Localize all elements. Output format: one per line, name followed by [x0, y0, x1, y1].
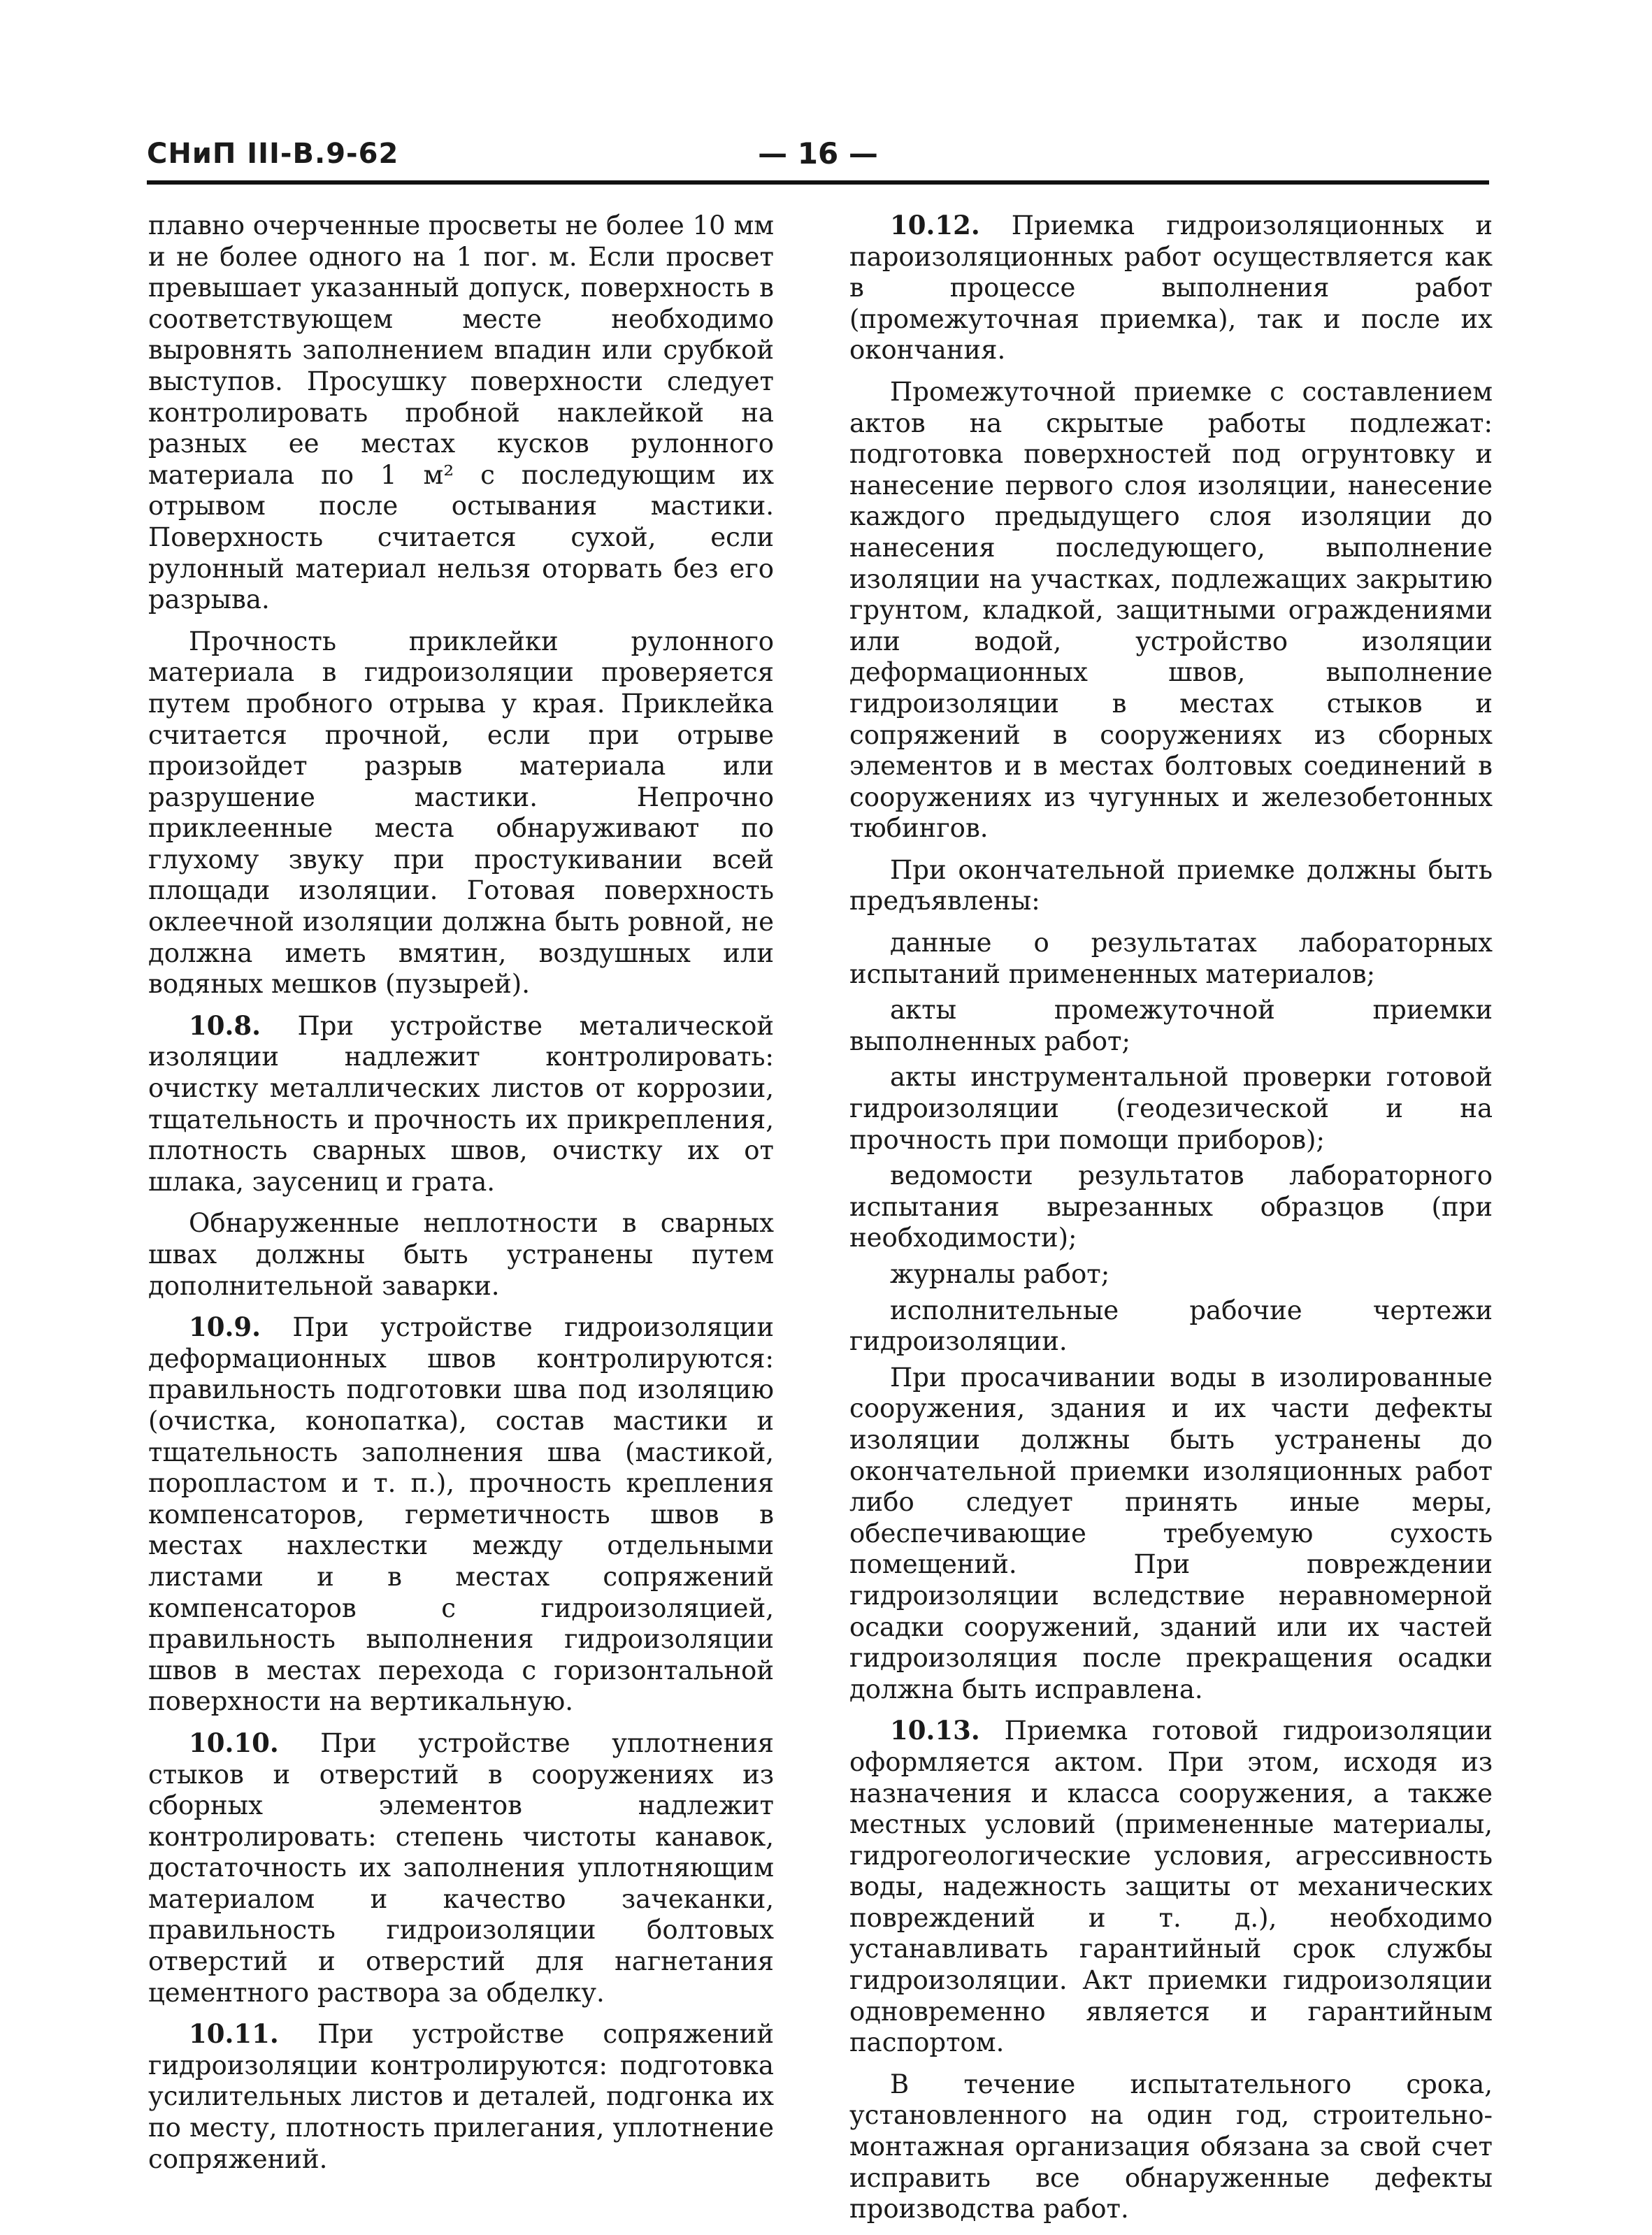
paragraph: Обнаруженные неплотности в сварных швах должны быть устранены путем дополнительной заварки. — [148, 1208, 774, 1301]
paragraph: плавно очерченные просветы не более 10 мм и не более одного на 1 пог. м. Если просвет превышает указанный допуск, поверхность в соответствующем месте необходимо выровнять заполнением впадин или срубкой выступов. Просушку поверхности следует контролировать пробной наклейкой на разных ее местах кусков рулонного материала по 1 м² с последующим их отрывом после остывания мастики. Поверхность считается сухой, если рулонный материал нельзя оторвать без его разрыва. — [148, 210, 774, 615]
list-item: данные о результатах лабораторных испытаний примененных материалов; — [849, 928, 1493, 989]
paragraph: Промежуточной приемке с составлением актов на скрытые работы подлежат: подготовка поверхностей под огрунтовку и нанесение первого слоя изоляции, нанесение каждого предыдущего слоя изоляции до нанесения последующего, выполнение изоляции на участках, подлежащих закрытию грунтом, кладкой, защитными ограждениями или водой, устройство изоляции деформационных швов, выполнение гидроизоляции в местах стыков и сопряжений в сооружениях из сборных элементов и в местах болтовых соединений в сооружениях из чугунных и железобетонных тюбингов. — [849, 376, 1493, 844]
page-header — [147, 133, 1489, 178]
section-10-10: 10.10. При устройстве уплотнения стыков и отверстий в сооружениях из сборных элементов надлежит контролировать: степень чистоты канавок, достаточность их заполнения уплотняющим материалом и качество зачеканки, правильность гидроизоляции болтовых отверстий и отверстий для нагнетания цементного раствора за обделку. — [148, 1727, 775, 2008]
list-item: ведомости результатов лабораторного испытания вырезанных образцов (при необходимости); — [849, 1160, 1493, 1253]
list-item: акты инструментальной проверки готовой гидроизоляции (геодезической и на прочность при помощи приборов); — [849, 1062, 1493, 1155]
paragraph: Прочность приклейки рулонного материала в гидроизоляции проверяется путем пробного отрыва у края. Приклейка считается прочной, если при отрыве произойдет разрыв материала или разрушение мастики. Непрочно приклеенные места обнаруживают по глухому звуку при простукивании всей площади изоляции. Готовая поверхность оклеечной изоляции должна быть ровной, не должна иметь вмятин, воздушных или водяных мешков (пузырей). — [148, 626, 774, 1000]
section-10-8: 10.8. При устройстве металической изоляции надлежит контролировать: очистку металлических листов от коррозии, тщательность и прочность их прикрепления, плотность сварных швов, очистку их от шлака, заусениц и грата. — [148, 1009, 775, 1197]
list-item: акты промежуточной приемки выполненных работ; — [849, 995, 1493, 1056]
section-10-12: 10.12. Приемка гидроизоляционных и пароизоляционных работ осуществляется как в процессе выполнения работ (промежуточная приемка), так и после их окончания. — [849, 210, 1493, 366]
section-10-13: 10.13. Приемка готовой гидроизоляции оформляется актом. При этом, исходя из назначения и класса сооружения, а также местных условий (примененные материалы, гидрогеологические условия, агрессивность воды, надежность защиты от механических повреждений и т. д.), необходимо устанавливать гарантийный срок службы гидроизоляции. Акт приемки гидроизоляции одновременно является и гарантийным паспортом. — [849, 1715, 1493, 2058]
section-10-11: 10.11. При устройстве сопряжений гидроизоляции контролируются: подготовка усилительных листов и деталей, подгонка их по месту, плотность прилегания, уплотнение сопряжений. — [148, 2018, 774, 2174]
page-number: — 16 — — [758, 136, 878, 171]
left-column — [148, 210, 774, 2185]
document-code: СНиП III-В.9-62 — [147, 138, 399, 170]
list-item: исполнительные рабочие чертежи гидроизоляции. — [849, 1295, 1493, 1357]
paragraph: При просачивании воды в изолированные сооружения, здания и их части дефекты изоляции должны быть устранены до окончательной приемки изоляционных работ либо следует принять иные меры, обеспечивающие требуемую сухость помещений. При повреждении гидроизоляции вследствие неравномерной осадки сооружений, зданий или их частей гидроизоляция после прекращения осадки должна быть исправлена. — [849, 1362, 1493, 1704]
section-10-9: 10.9. При устройстве гидроизоляции деформационных швов контролируются: правильность подготовки шва под изоляцию (очистка, конопатка), состав мастики и тщательность заполнения шва (мастикой, поропластом и т. п.), прочность крепления компенсаторов, герметичность швов в местах нахлестки между отдельными листами и в местах сопряжений компенсаторов с гидроизоляцией, правильность выполнения гидроизоляции швов в местах перехода с горизонтальной поверхности на вертикальную. — [148, 1311, 774, 1717]
header-rule — [147, 180, 1489, 185]
paragraph: В течение испытательного срока, установленного на один год, строительно-монтажная организация обязана за свой счет исправить все обнаруженные дефекты производства работ. — [849, 2069, 1493, 2225]
right-column — [849, 210, 1493, 2235]
paragraph: При окончательной приемке должны быть предъявлены: — [849, 854, 1493, 917]
list-item: журналы работ; — [890, 1259, 1110, 1289]
